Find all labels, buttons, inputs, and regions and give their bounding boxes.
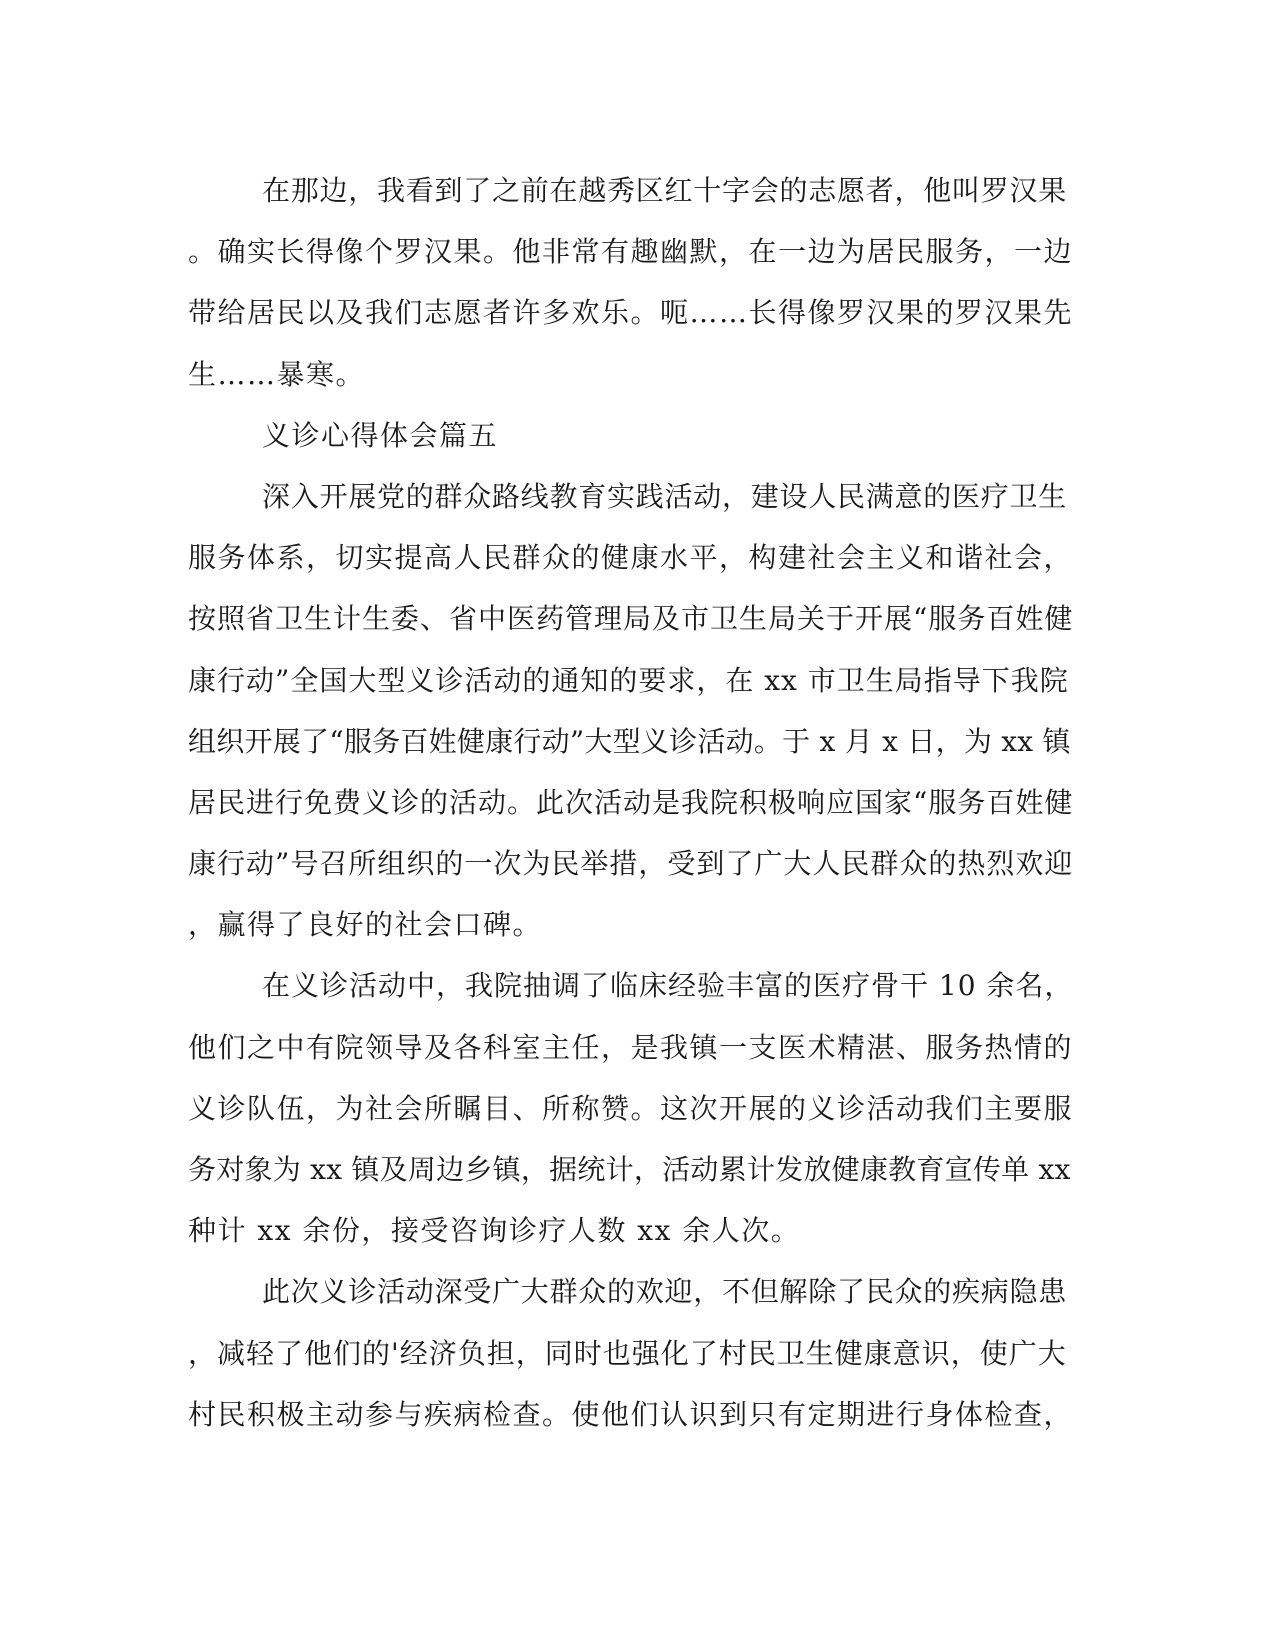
paragraph-line: 他们之中有院领导及各科室主任，是我镇一支医术精湛、服务热情的 [188, 1030, 1074, 1064]
paragraph-line: 按照省卫生计生委、省中医药管理局及市卫生局关于开展“服务百姓健 [188, 602, 1074, 636]
paragraph-first-line: 在义诊活动中，我院抽调了临床经验丰富的医疗骨干 10 余名， [262, 969, 1074, 1003]
paragraph-first-line: 在那边，我看到了之前在越秀区红十字会的志愿者，他叫罗汉果 [262, 174, 1068, 207]
paragraph-line: 康行动”号召所组织的一次为民举措，受到了广大人民群众的热烈欢迎 [188, 847, 1074, 881]
document-body [188, 160, 1073, 1445]
paragraph-line: 服务体系，切实提高人民群众的健康水平，构建社会主义和谐社会， [188, 541, 1074, 575]
paragraph-first-line: 此次义诊活动深受广大群众的欢迎，不但解除了民众的疾病隐患 [262, 1275, 1068, 1309]
paragraph-line: 务对象为 xx 镇及周边乡镇，据统计，活动累计发放健康教育宣传单 xx [188, 1153, 1071, 1186]
paragraph-line: 。确实长得像个罗汉果。他非常有趣幽默，在一边为居民服务，一边 [188, 235, 1074, 269]
paragraph-line: 居民进行免费义诊的活动。此次活动是我院积极响应国家“服务百姓健 [188, 785, 1074, 819]
paragraph-line: ，减轻了他们的'经济负担，同时也强化了村民卫生健康意识，使广大 [188, 1336, 1067, 1370]
paragraph-line: 组织开展了“服务百姓健康行动”大型义诊活动。于 x 月 x 日，为 xx 镇 [188, 724, 1071, 758]
paragraph-first-line: 义诊心得体会篇五 [262, 418, 499, 452]
paragraph-line: ，赢得了良好的社会口碑。 [188, 908, 543, 942]
paragraph-line: 种计 xx 余份，接受咨询诊疗人数 xx 余人次。 [188, 1214, 801, 1248]
paragraph-line: 生……暴寒。 [188, 357, 366, 391]
paragraph-line: 义诊队伍，为社会所瞩目、所称赞。这次开展的义诊活动我们主要服 [188, 1091, 1074, 1125]
paragraph-line: 带给居民以及我们志愿者许多欢乐。呃……长得像罗汉果的罗汉果先 [188, 296, 1074, 330]
paragraph-line: 村民积极主动参与疾病检查。使他们认识到只有定期进行身体检查， [188, 1397, 1074, 1431]
paragraph-line: 康行动”全国大型义诊活动的通知的要求，在 xx 市卫生局指导下我院 [188, 663, 1069, 697]
paragraph-first-line: 深入开展党的群众路线教育实践活动，建设人民满意的医疗卫生 [262, 479, 1068, 513]
